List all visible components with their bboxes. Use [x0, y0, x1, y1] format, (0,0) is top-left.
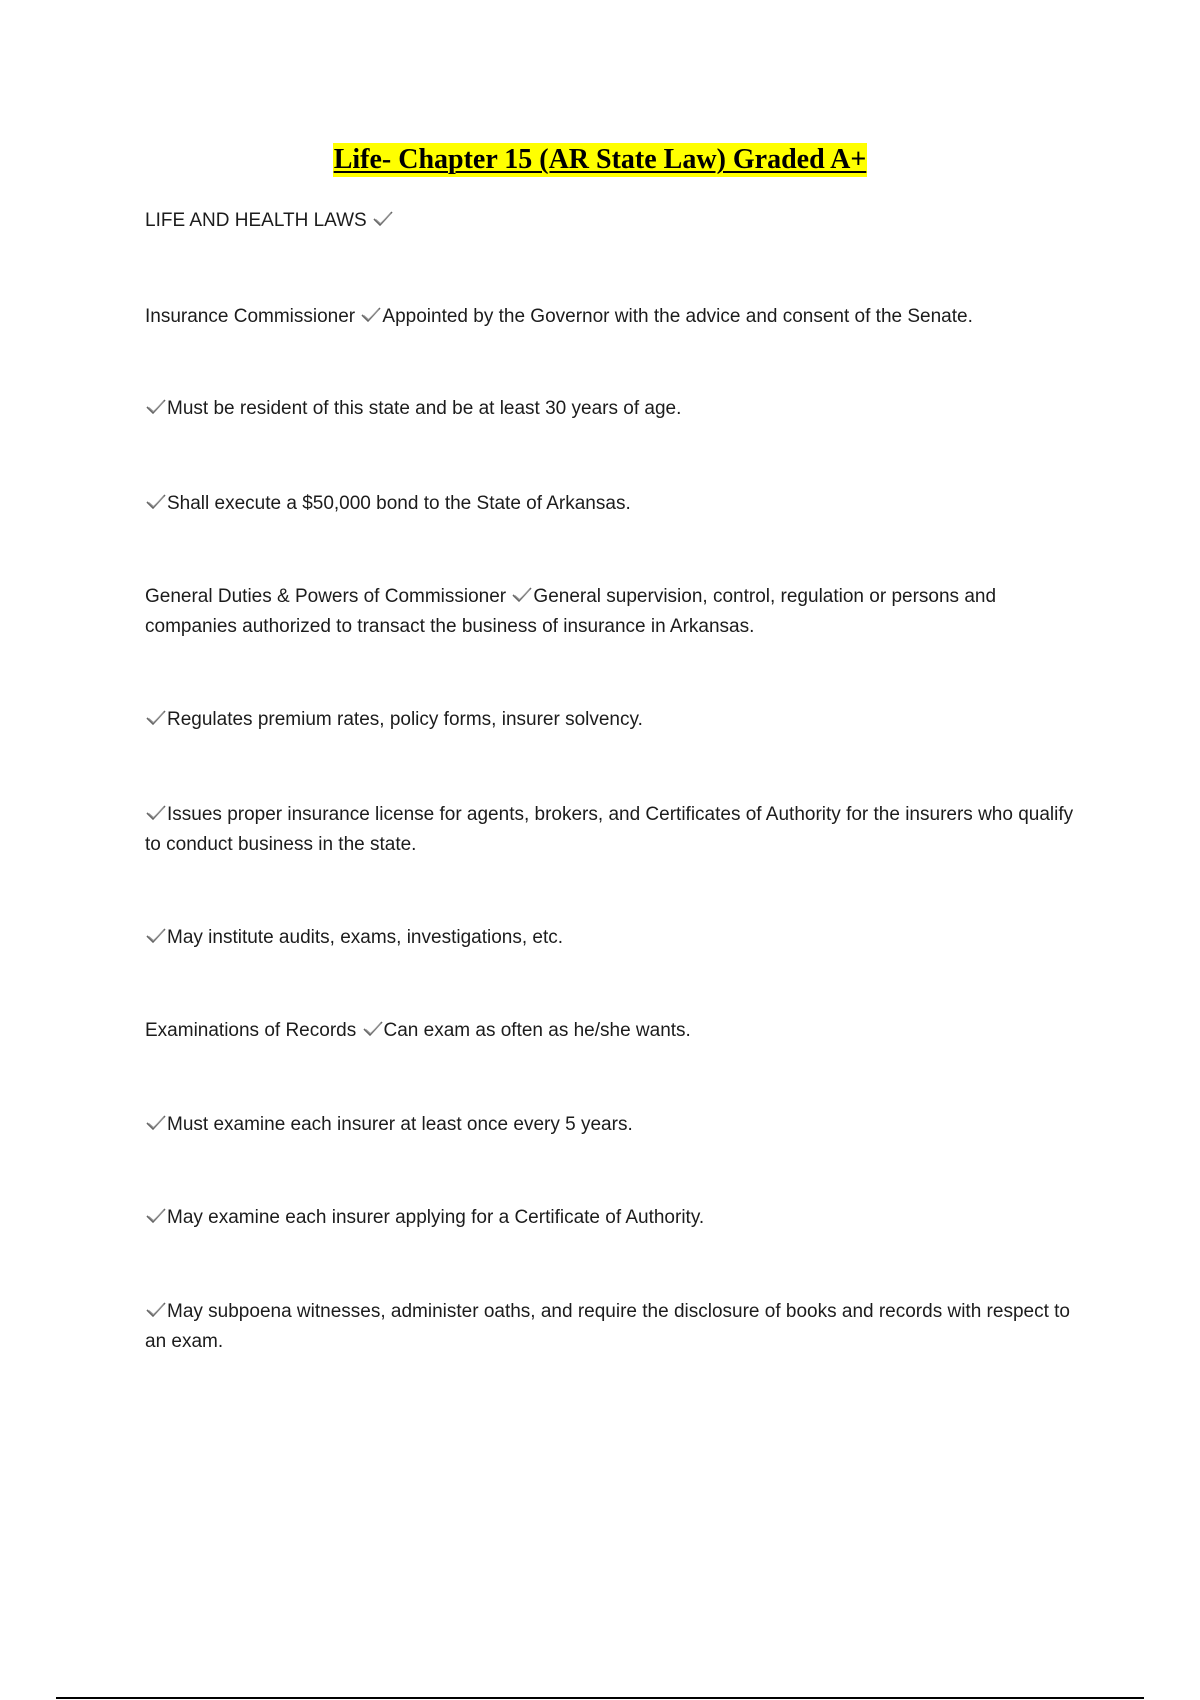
entry-term: Examinations of Records — [145, 1020, 357, 1041]
check-mark-icon — [145, 1301, 167, 1319]
entry-examinations-of-records — [145, 1016, 1090, 1046]
entry-definition: Shall execute a $50,000 bond to the State of Arkansas. — [167, 493, 631, 514]
entry-definition: Can exam as often as he/she wants. — [383, 1020, 691, 1041]
entry-examine-every-5-years — [145, 1110, 1090, 1140]
entry-examine-applicants — [145, 1203, 1090, 1233]
check-mark-icon — [145, 804, 167, 822]
page-bottom-rule — [56, 1697, 1144, 1699]
entry-definition: Regulates premium rates, policy forms, insurer solvency. — [167, 709, 643, 730]
check-mark-icon — [511, 586, 533, 604]
entry-definition: Issues proper insurance license for agents, brokers, and Certificates of Authority for the insurers who qualify to conduct business in the state. — [145, 804, 1074, 855]
check-mark-icon — [145, 709, 167, 727]
entry-insurance-commissioner — [145, 302, 1090, 332]
entry-definition: May examine each insurer applying for a Certificate of Authority. — [167, 1207, 705, 1228]
entry-general-duties — [145, 582, 1090, 642]
check-mark-icon — [360, 306, 382, 324]
section-heading-text: LIFE AND HEALTH LAWS — [145, 210, 367, 231]
entry-definition: May institute audits, exams, investigations, etc. — [167, 927, 564, 948]
entry-definition: Must be resident of this state and be at least 30 years of age. — [167, 398, 682, 419]
check-mark-icon — [145, 1114, 167, 1132]
title-container — [0, 143, 1200, 177]
entry-term: Insurance Commissioner — [145, 306, 356, 327]
check-mark-icon — [145, 493, 167, 511]
entry-residency — [145, 394, 1090, 424]
check-mark-icon — [145, 398, 167, 416]
entry-definition: Must examine each insurer at least once every 5 years. — [167, 1114, 633, 1135]
section-heading — [145, 206, 1090, 236]
document-title: Life- Chapter 15 (AR State Law) Graded A+ — [333, 144, 867, 175]
entry-term: General Duties & Powers of Commissioner — [145, 586, 507, 607]
check-mark-icon — [145, 927, 167, 945]
check-mark-icon — [362, 1020, 384, 1038]
entry-definition: May subpoena witnesses, administer oaths, and require the disclosure of books and records with respect to an exam. — [145, 1301, 1070, 1352]
check-mark-icon — [145, 1207, 167, 1225]
entry-issues-license — [145, 800, 1090, 860]
entry-subpoena — [145, 1297, 1090, 1357]
entry-definition: General supervision, control, regulation or persons and companies authorized to transact the business of insurance in Arkansas. — [145, 586, 997, 637]
entry-bond — [145, 489, 1090, 519]
entry-audits — [145, 923, 1090, 953]
entry-regulates — [145, 705, 1090, 735]
entry-definition: Appointed by the Governor with the advice and consent of the Senate. — [382, 306, 973, 327]
check-mark-icon — [372, 210, 394, 228]
